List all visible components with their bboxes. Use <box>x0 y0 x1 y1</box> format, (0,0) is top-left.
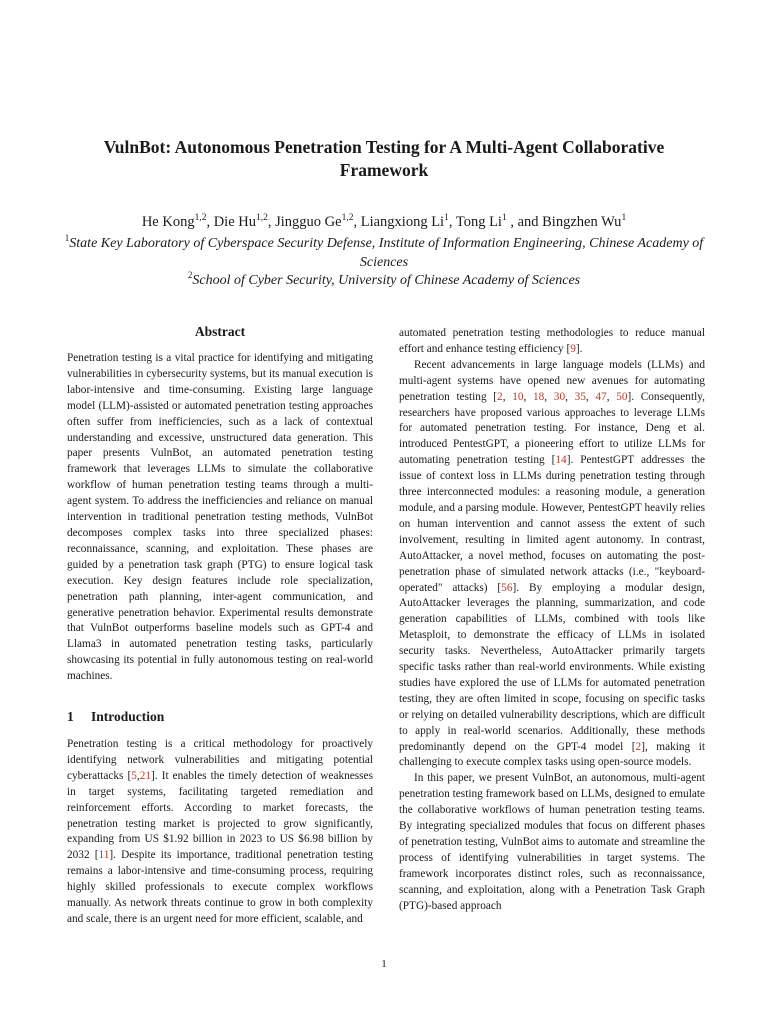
author-name: He Kong <box>141 214 195 230</box>
section-number: 1 <box>67 709 74 725</box>
author-name: Liangxiong Li <box>360 214 445 230</box>
author-affiliation-mark: 1 <box>444 213 449 223</box>
author-affiliation-mark: 1,2 <box>194 213 207 223</box>
author-name: Jingguo Ge <box>275 214 342 230</box>
intro-paragraph-1-continued: automated penetration testing methodologies to reduce manual effort and enhance testing efficiency [9]. <box>399 327 705 355</box>
citation-link[interactable]: 10 <box>512 390 524 403</box>
citation-link[interactable]: 30 <box>553 390 566 403</box>
citation-link[interactable]: 2 <box>497 390 503 403</box>
intro-paragraph-3: In this paper, we present VulnBot, an autonomous, multi-agent penetration testing framework based on LLMs, designed to emulate the collaborative workflows of human penetration testing teams. By integrating specialized modules that focus on different phases of penetration testing, VulnBot aims to automate and streamline the process of identifying vulnerabilities in target systems. The framework incorporates distinct roles, such as reconnaissance, scanning, and exploitation, along with a Penetration Task Graph (PTG)-based approach <box>399 772 705 912</box>
affiliation-text: State Key Laboratory of Cyberspace Security Defense, Institute of Information Engineering, Chinese Academy of Sciences <box>69 236 704 270</box>
affiliation-text: School of Cyber Security, University of Chinese Academy of Sciences <box>192 273 581 288</box>
author-name: Tong Li <box>455 214 502 230</box>
abstract-text: Penetration testing is a vital practice for identifying and mitigating vulnerabilities in cybersecurity systems, but its manual execution is labor-intensive and time-consuming. Existing large language model (LLM)-assisted or automated penetration testing approaches often suffer from inefficiencies, such as a lack of contextual understanding and excessive, unstructured data generation. This paper presents VulnBot, an automated penetration testing framework that leverages LLMs to simulate the collaborative workflow of human penetration testing teams through a multi-agent system. To address the inefficiencies and reliance on manual intervention in traditional penetration testing methods, VulnBot decomposes complex tasks into three specialized phases: reconnaissance, scanning, and exploitation. These phases are guided by a penetration task graph (PTG) to ensure logical task execution. Key design features include role specialization, penetration path planning, inter-agent communication, and generative penetration behavior. Experimental results demonstrate that VulnBot outperforms baseline models such as GPT-4 and Llama3 in automated penetration testing tasks, particularly showcasing its potential in fully autonomous testing on real-world machines. <box>67 352 373 683</box>
citation-link[interactable]: 14 <box>555 454 567 467</box>
author-affiliation-mark: 1 <box>501 213 507 223</box>
right-column <box>399 326 705 915</box>
affiliation-1 <box>40 234 728 272</box>
citation-link[interactable]: 9 <box>570 342 576 355</box>
citation-link[interactable]: 35 <box>574 390 586 403</box>
author-list: He Kong$^{1,2}$, Die Hu$^{1,2}$, Jingguo Ge$^{1,2}$, Liangxiong Li$^1$, Tong Li$^1$ , and Bingzhen Wu$^1$ <box>141 213 627 230</box>
citation-link[interactable]: 18 <box>533 390 545 403</box>
author-affiliation-mark: 1 <box>621 213 627 223</box>
section-title: Introduction <box>91 709 165 725</box>
abstract-heading: Abstract <box>194 324 246 339</box>
citation-link[interactable]: 47 <box>595 390 607 403</box>
citation-link[interactable]: 5 <box>131 769 137 782</box>
left-column <box>67 322 373 928</box>
citation-link[interactable]: 21 <box>139 769 152 782</box>
paper-title: VulnBot: Autonomous Penetration Testing for A Multi-Agent Collaborative Framework <box>103 137 665 180</box>
author-affiliation-mark: 1,2 <box>341 213 354 223</box>
affiliation-2 <box>40 271 728 290</box>
affiliation-mark: 2 <box>187 270 193 280</box>
section-heading-introduction <box>67 707 373 727</box>
author-name: Die Hu <box>213 214 256 230</box>
author-name: Bingzhen Wu <box>542 214 622 230</box>
intro-paragraph-2: Recent advancements in large language models (LLMs) and multi-agent systems have opened new avenues for automating penetration testing [2, 10, 18, 30, 35, 47, 50]. Consequently, researchers have proposed various approaches to leverage LLMs for automated penetration testing. For instance, Deng et al. introduced PentestGPT, a pioneering effort to utilize LLMs for automating penetration testing [14]. PentestGPT addresses the issue of context loss in LLMs during penetration testing through three interconnected modules: a reasoning module, a generation module, and a parsing module. However, PentestGPT heavily relies on human intervention and cannot assess the extent of such involvement, resulting in limited agent autonomy. In contrast, AutoAttacker, a novel method, focuses on automating the post-penetration phase of simulated network attacks (i.e., "keyboard-operated" attacks) [56]. By employing a modular design, AutoAttacker leverages the planning, summarization, and code generation capabilities of LLMs, combined with tools like Metasploit, to demonstrate the efficacy of LLMs in isolated security tasks. Nevertheless, AutoAttacker primarily targets specific tasks rather than real-world environments. While existing studies have explored the use of LLMs for automated penetration testing, they are often limited in scope, focusing on specific tasks or relying on detailed vulnerability descriptions, which are difficult to apply in real-world scenarios. Additionally, these methods predominantly depend on the GPT-4 model [2], making it challenging to execute complex tasks using open-source models. <box>399 358 706 769</box>
author-affiliation-mark: 1,2 <box>256 213 268 223</box>
page-number: 1 <box>381 958 387 970</box>
citation-link[interactable]: 11 <box>98 849 110 862</box>
citation-link[interactable]: 56 <box>501 581 513 594</box>
affiliation-mark: 1 <box>64 233 70 243</box>
citation-link[interactable]: 50 <box>616 390 628 403</box>
intro-paragraph-1: Penetration testing is a critical methodology for proactively identifying network vulnerabilities and mitigating potential cyberattacks [5,21]. It enables the timely detection of weaknesses in target systems, facilitating targeted remediation and reinforcement efforts. According to market forecasts, the penetration testing market is projected to grow significantly, expanding from US $1.92 billion in 2023 to US $6.98 billion by 2032 [11]. Despite its importance, traditional penetration testing remains a labor-intensive and time-consuming process, requiring highly skilled professionals to execute complex workflows manually. As network threats continue to grow in both complexity and scale, there is an urgent need for more efficient, scalable, and <box>67 738 374 925</box>
citation-link[interactable]: 2 <box>635 740 642 753</box>
